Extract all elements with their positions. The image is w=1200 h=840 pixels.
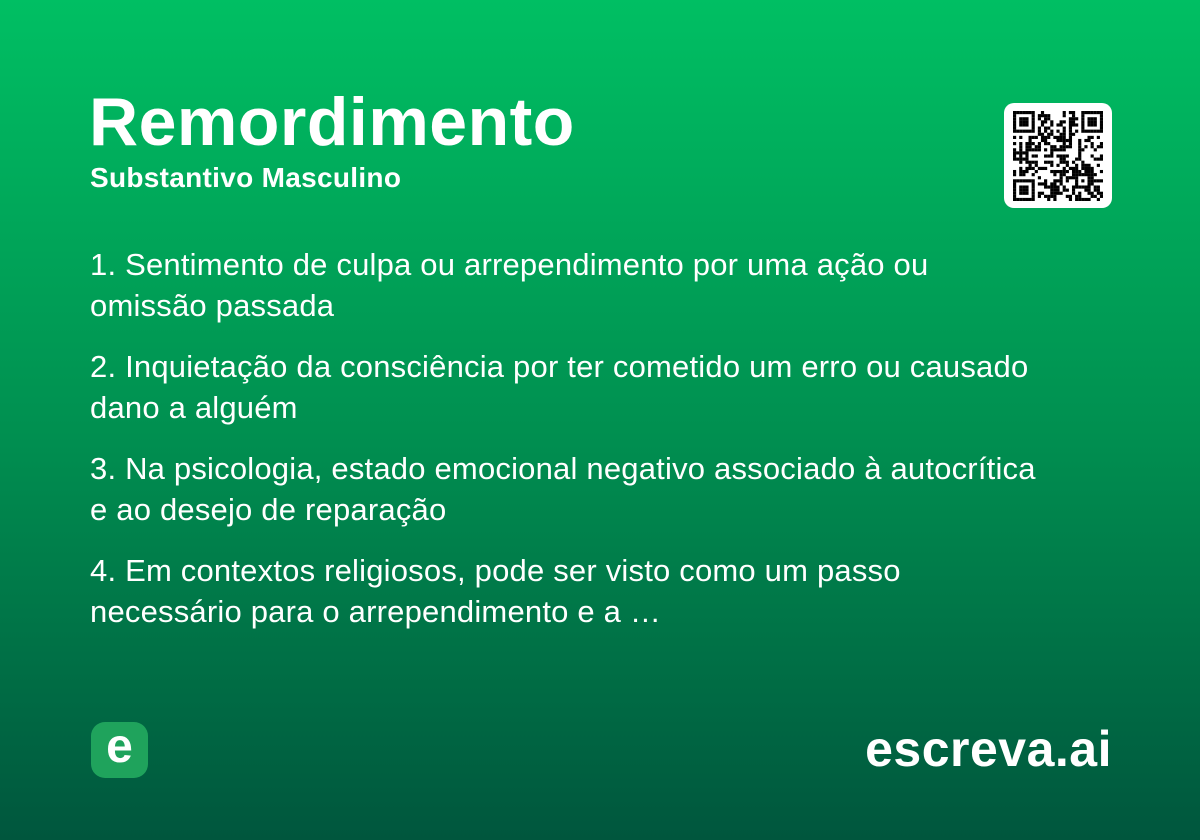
definitions-list xyxy=(90,244,1040,652)
definition-item-2: 2. Inquietação da consciência por ter cometido um erro ou causado dano a alguém xyxy=(90,349,1029,425)
logo-letter: e xyxy=(106,720,133,773)
page-title: Remordimento xyxy=(89,84,575,160)
qr-code xyxy=(1004,103,1112,208)
brand-name: escreva.ai xyxy=(865,721,1112,777)
escreva-logo xyxy=(91,722,148,778)
word-class-label: Substantivo Masculino xyxy=(90,162,402,193)
qr-code-pattern xyxy=(1013,111,1103,201)
definition-item-1: 1. Sentimento de culpa ou arrependimento por uma ação ou omissão passada xyxy=(90,247,929,323)
definition-item-4: 4. Em contextos religiosos, pode ser visto como um passo necessário para o arrependimento e a … xyxy=(90,553,901,629)
definition-item-3: 3. Na psicologia, estado emocional negativo associado à autocrítica e ao desejo de reparação xyxy=(90,451,1036,527)
